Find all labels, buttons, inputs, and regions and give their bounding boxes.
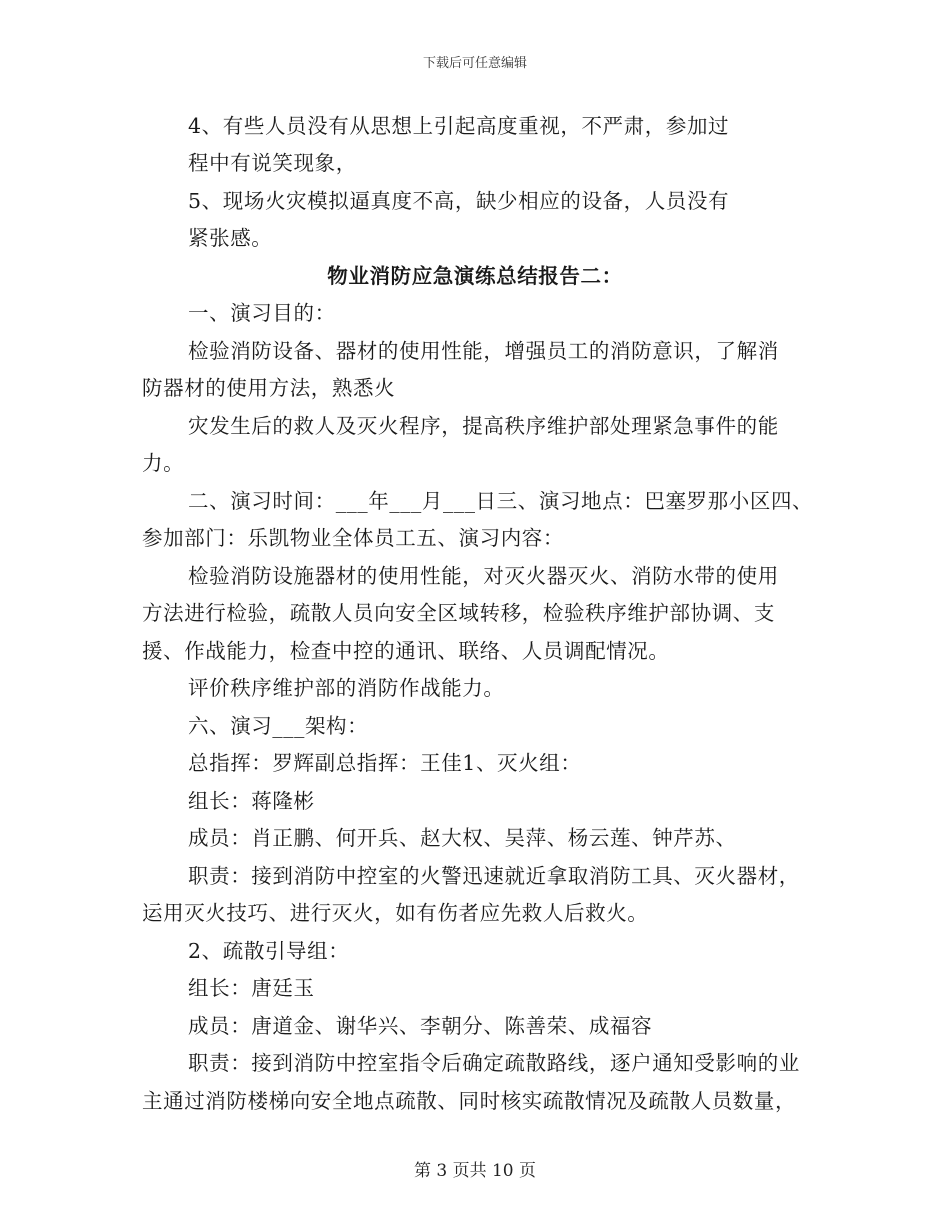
text-line: 2、疏散引导组：: [188, 939, 350, 963]
page-footer: 第 3 页共 10 页: [413, 1161, 537, 1181]
text-line: 程中有说笑现象，: [188, 151, 357, 175]
text-line: 职责：接到消防中控室指令后确定疏散路线，逐户通知受影响的业: [188, 1051, 800, 1075]
text-line: 方法进行检验，疏散人员向安全区域转移，检验秩序维护部协调、支: [142, 601, 775, 625]
text-line: 成员：肖正鹏、何开兵、赵大权、吴萍、杨云莲、钟芹苏、: [188, 826, 737, 850]
text-line: 组长：唐廷玉: [188, 976, 315, 1000]
page-header: 下载后可任意编辑: [422, 56, 527, 71]
text-line: 组长：蒋隆彬: [188, 789, 315, 813]
text-line: 防器材的使用方法，熟悉火: [142, 376, 396, 400]
section-title: 物业消防应急演练总结报告二：: [327, 264, 623, 288]
text-line: 成员：唐道金、谢华兴、李朝分、陈善荣、成福容: [188, 1014, 653, 1038]
text-line: 4、有些人员没有从思想上引起高度重视，不严肃，参加过: [188, 114, 730, 138]
text-line: 力。: [142, 451, 185, 475]
text-line: 主通过消防楼梯向安全地点疏散、同时核实疏散情况及疏散人员数量，: [142, 1089, 797, 1113]
text-line: 紧张感。: [188, 226, 273, 250]
text-line: 六、演习___架构：: [188, 714, 369, 738]
text-line: 二、演习时间：___年___月___日三、演习地点：巴塞罗那小区四、: [188, 489, 814, 513]
text-line: 一、演习目的：: [188, 301, 336, 325]
text-line: 参加部门：乐凯物业全体员工五、演习内容：: [142, 526, 564, 550]
text-line: 检验消防设施器材的使用性能，对灭火器灭火、消防水带的使用: [188, 564, 779, 588]
text-line: 职责：接到消防中控室的火警迅速就近拿取消防工具、灭火器材，: [188, 864, 800, 888]
text-line: 5、现场火灾模拟逼真度不高，缺少相应的设备，人员没有: [188, 189, 730, 213]
text-line: 灾发生后的救人及灭火程序，提高秩序维护部处理紧急事件的能: [188, 414, 779, 438]
text-line: 总指挥：罗辉副总指挥：王佳1、灭火组：: [188, 751, 582, 775]
text-line: 评价秩序维护部的消防作战能力。: [188, 676, 505, 700]
text-line: 援、作战能力，检查中控的通讯、联络、人员调配情况。: [142, 639, 670, 663]
text-line: 运用灭火技巧、进行灭火，如有伤者应先救人后救火。: [142, 901, 649, 925]
text-line: 检验消防设备、器材的使用性能，增强员工的消防意识，了解消: [188, 339, 779, 363]
